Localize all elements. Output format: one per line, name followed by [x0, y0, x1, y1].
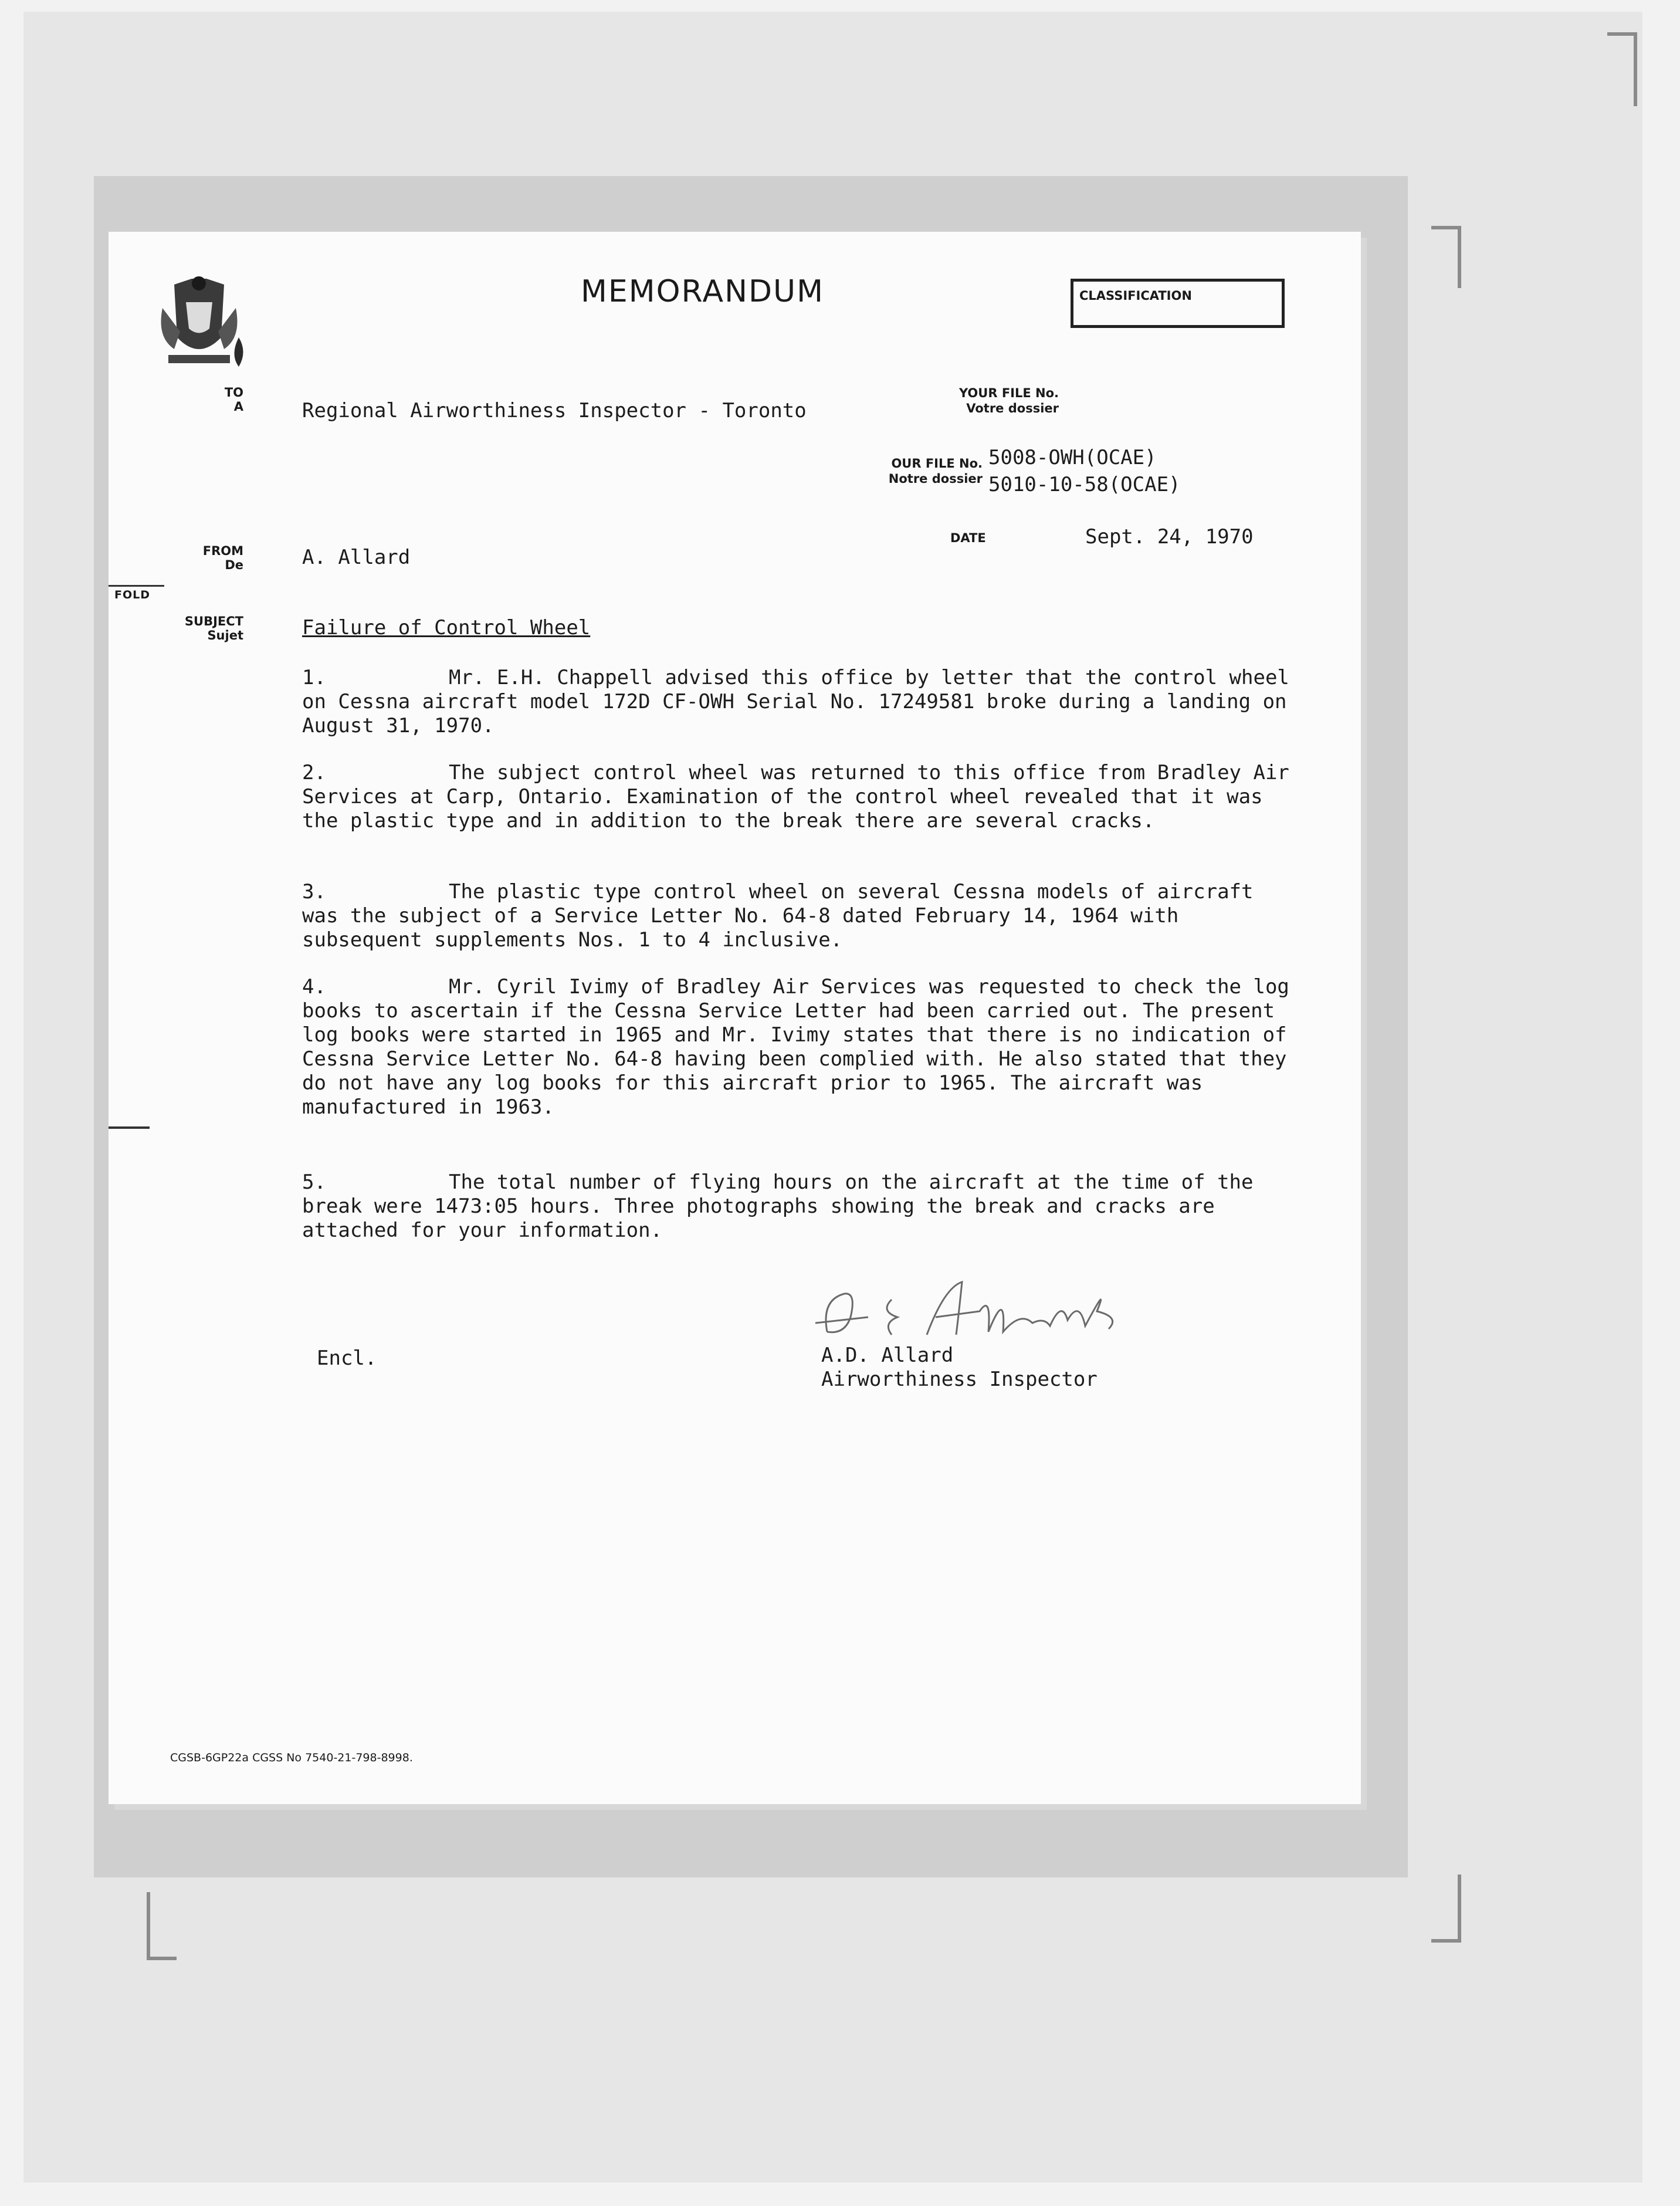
to-label: TO A — [224, 385, 243, 414]
subject-label: SUBJECT Sujet — [184, 614, 243, 642]
paragraph-text: Mr. E.H. Chappell advised this office by letter that the control wheel on Cessna aircraft model 172D CF-OWH Serial No. 17249581 broke during a landing on August 31, 1970. — [302, 666, 1289, 737]
paragraph-number: 2. — [302, 761, 326, 784]
crop-mark — [1431, 226, 1461, 288]
memo-title: MEMORANDUM — [581, 274, 824, 309]
fold-line — [109, 585, 164, 587]
paragraph-3 — [302, 880, 1299, 952]
to-recipient: Regional Airworthiness Inspector - Toronto — [302, 399, 807, 422]
paragraph-number: 1. — [302, 666, 326, 689]
paragraph-text: The subject control wheel was returned to this office from Bradley Air Services at Carp, Ontario. Examination of the control wheel revealed that it was the plastic type and in addition to the break there are several cracks. — [302, 761, 1289, 833]
memo-page — [109, 232, 1361, 1804]
fold-mark — [109, 1126, 150, 1129]
paragraph-text: The plastic type control wheel on several Cessna models of aircraft was the subject of a Service Letter No. 64-8 dated February 14, 1964 with subsequent supplements Nos. 1 to 4 inclusive. — [302, 880, 1254, 952]
classification-box — [1071, 279, 1285, 328]
paragraph-number: 4. — [302, 975, 326, 999]
our-file-numbers: 5008-OWH(OCAE) 5010-10-58(OCAE) — [988, 446, 1181, 496]
paragraph-number: 3. — [302, 880, 326, 904]
date-label: DATE — [950, 531, 986, 545]
paragraph-number: 5. — [302, 1170, 326, 1194]
form-number: CGSB-6GP22a CGSS No 7540-21-798-8998. — [170, 1751, 413, 1764]
memo-date: Sept. 24, 1970 — [1085, 525, 1254, 549]
from-sender: A. Allard — [302, 546, 411, 569]
enclosure-note: Encl. — [317, 1346, 377, 1370]
our-file-label: OUR FILE No. Notre dossier — [888, 456, 983, 486]
crop-mark — [1431, 1875, 1461, 1943]
paragraph-text: The total number of flying hours on the aircraft at the time of the break were 1473:05 hours. Three photographs showing the break and cracks are attached for your information. — [302, 1170, 1254, 1242]
paragraph-text: Mr. Cyril Ivimy of Bradley Air Services was requested to check the log books to ascertain if the Cessna Service Letter had been carried out. The present log books were started in 1965 and Mr. Ivimy states that there is no indication of Cessna Service Letter No. 64-8 having been complied with. He also stated that they do not have any log books for this aircraft prior to 1965. The aircraft was manufactured in 1963. — [302, 975, 1289, 1119]
signer-name: A.D. Allard — [821, 1344, 954, 1367]
from-label: FROM De — [202, 544, 243, 572]
paragraph-2 — [302, 761, 1299, 833]
paragraph-5 — [302, 1170, 1299, 1243]
crop-mark — [1607, 32, 1637, 106]
fold-label: FOLD — [114, 588, 151, 601]
handwritten-signature — [804, 1276, 1132, 1346]
paragraph-1 — [302, 666, 1299, 738]
your-file-label: YOUR FILE No. Votre dossier — [958, 386, 1059, 415]
crop-mark — [147, 1892, 177, 1960]
paragraph-4 — [302, 975, 1299, 1119]
subject-text: Failure of Control Wheel — [302, 616, 591, 640]
classification-label: CLASSIFICATION — [1079, 289, 1192, 303]
signer-title: Airworthiness Inspector — [821, 1368, 1098, 1391]
coat-of-arms-logo — [151, 273, 248, 375]
